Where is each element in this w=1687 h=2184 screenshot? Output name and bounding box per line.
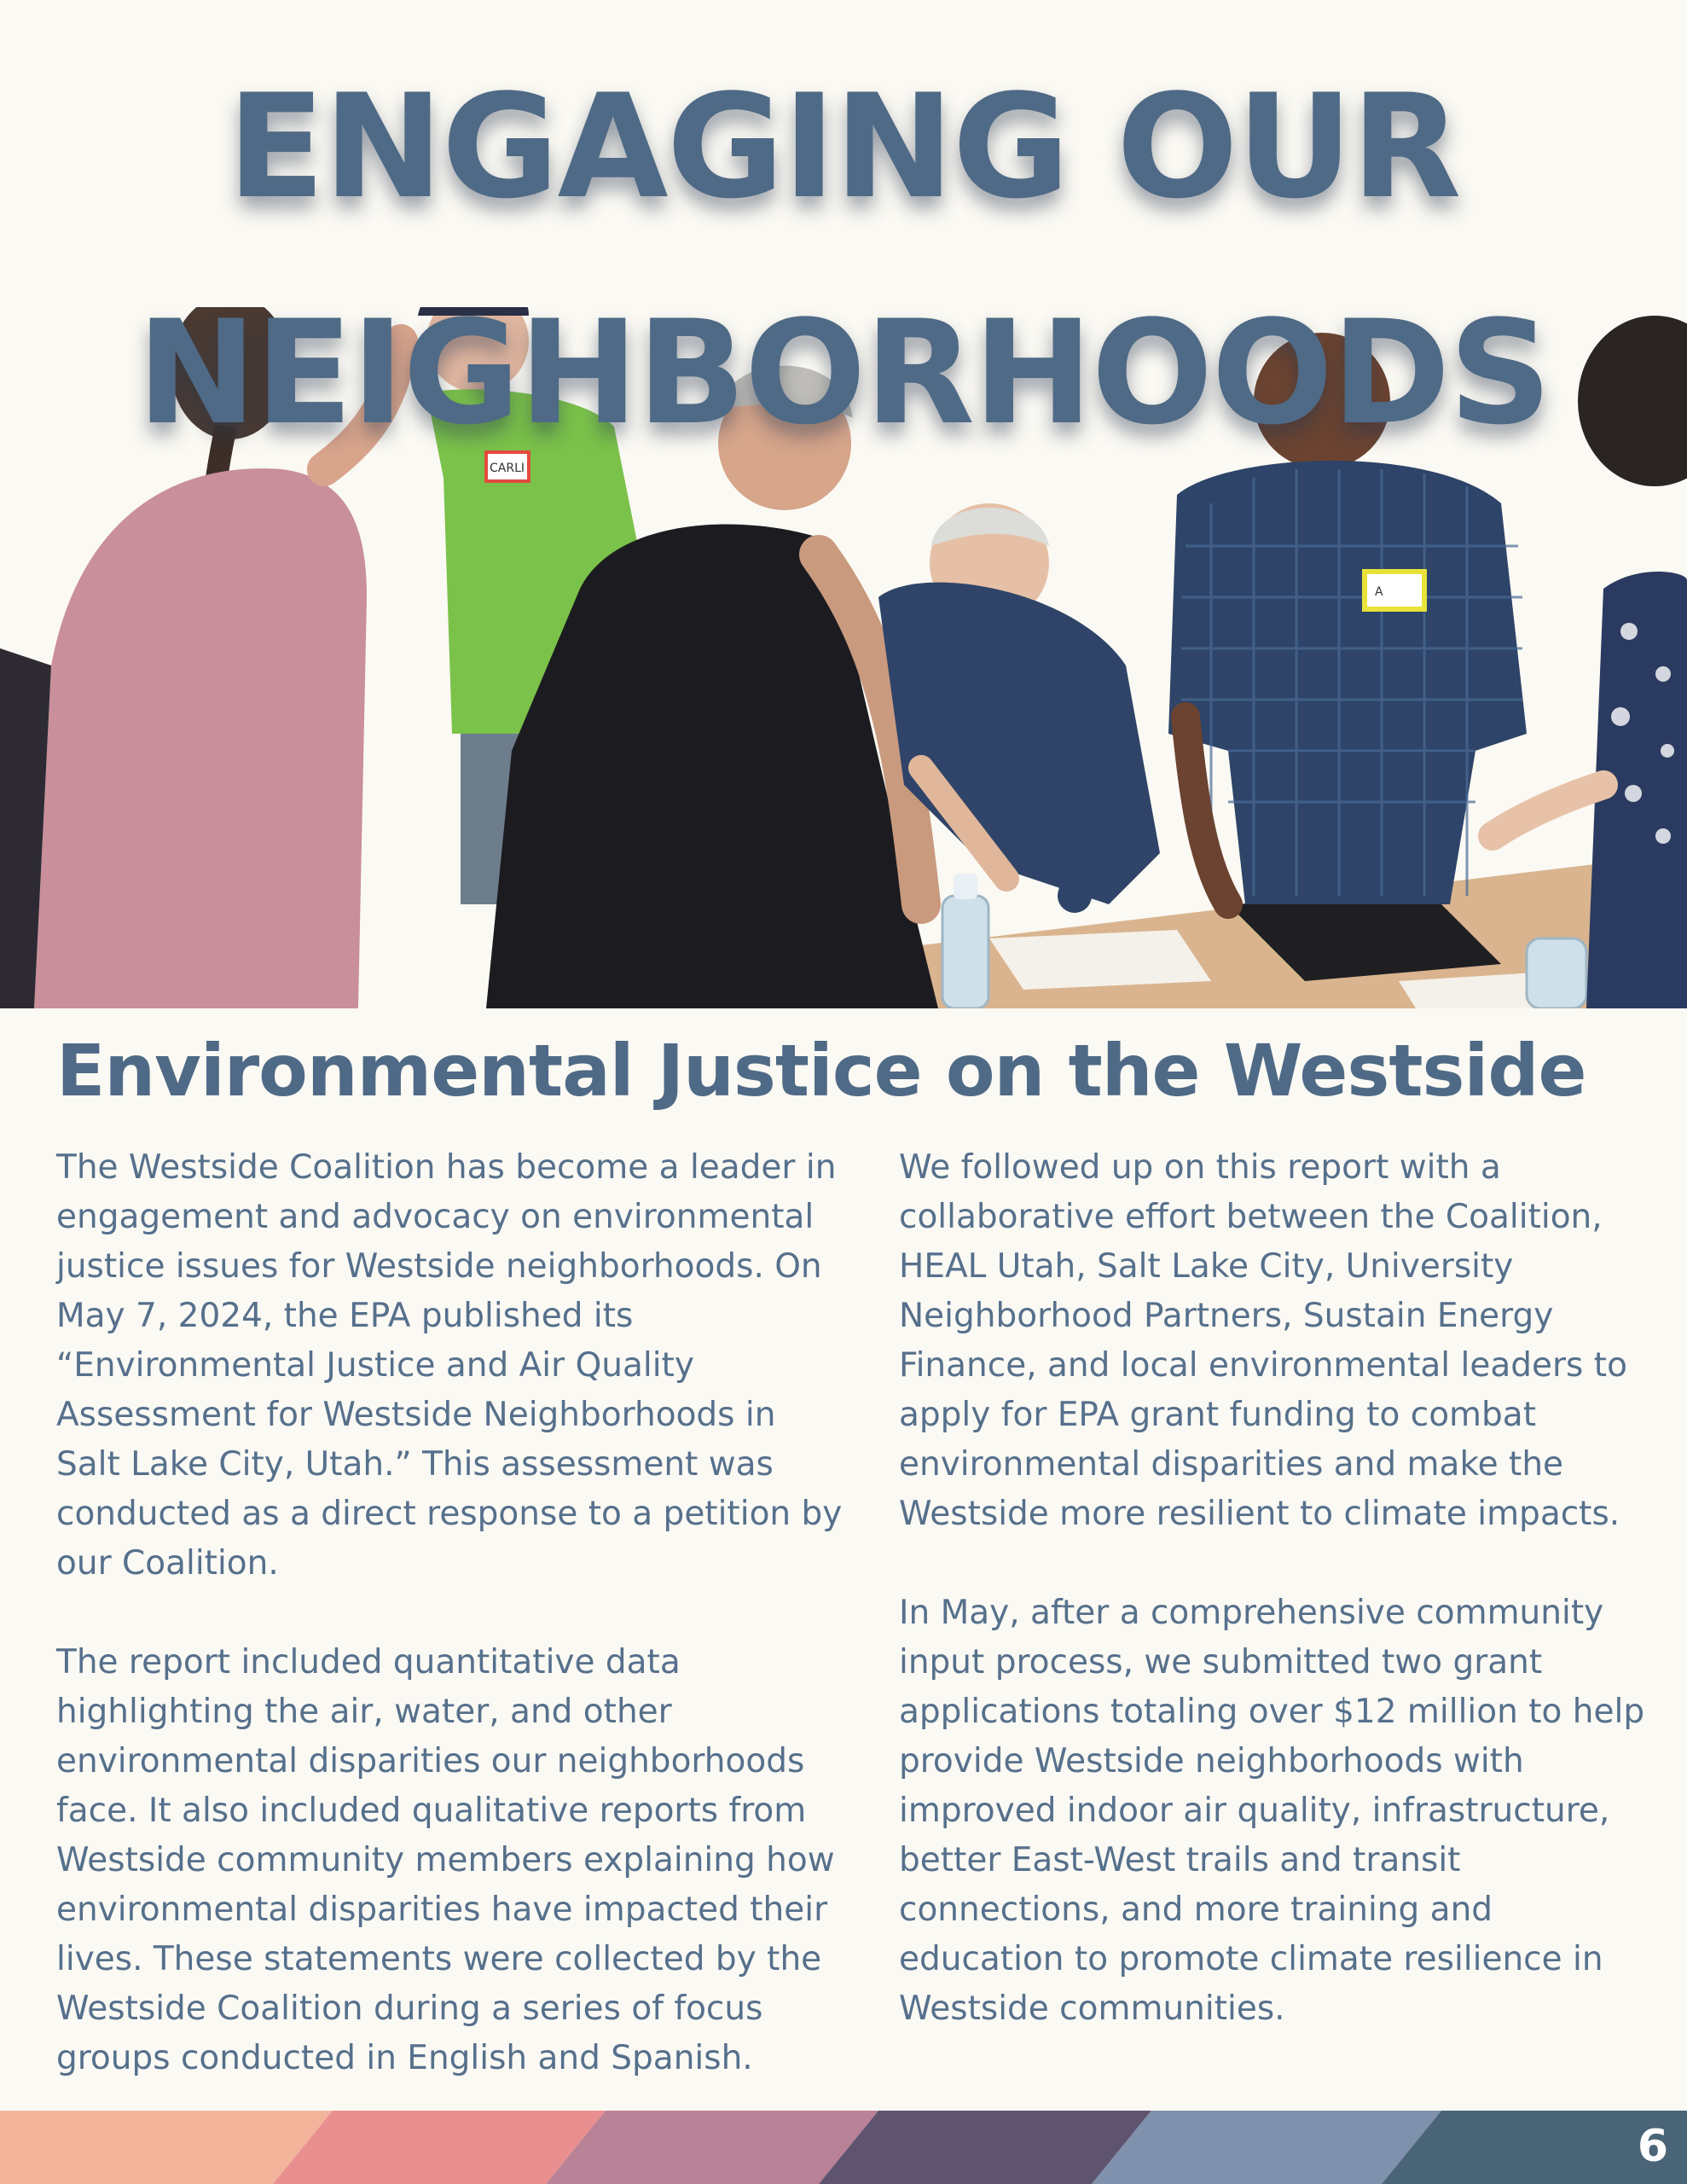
headline-line-2: NEIGHBORHOODS: [136, 289, 1551, 456]
band-segment: [1092, 2111, 1441, 2184]
paper-document: [989, 930, 1211, 990]
page-number: 6: [1637, 2121, 1668, 2172]
name-tag: [1365, 572, 1424, 609]
section-title: Environmental Justice on the Westside: [56, 1029, 1586, 1112]
paragraph: The Westside Coalition has become a leader in engagement and advocacy on environmental justice issues for Westside neighborhoods. On May 7, 2024, the EPA published its “Environmental Justice and Air Quality Assessment for Westside Neighborhoods in Salt Lake City, Utah.” This assessment was conducted as a direct response to a petition by our Coalition.: [56, 1148, 843, 1583]
name-tag-text: CARLI: [490, 462, 525, 475]
water-bottle: [1527, 938, 1586, 1008]
page-headline: [0, 34, 1687, 486]
person-plaid-shirt: [1168, 461, 1527, 904]
name-tag-text: A: [1375, 585, 1383, 599]
left-column: [56, 1143, 849, 2133]
right-column: [899, 1143, 1649, 2083]
footer-color-band: [0, 2111, 1687, 2184]
paragraph: The report included quantitative data highlighting the air, water, and other environmental disparities our neighborhoods face. It also included qualitative reports from Westside community members explaining how environmental disparities have impacted their lives. These statements were collected by the Westside Coalition during a series of focus groups conducted in English and Spanish.: [56, 1643, 835, 2077]
bottle-cap: [954, 874, 977, 899]
paragraph: In May, after a comprehensive community input process, we submitted two grant applications totaling over $12 million to help provide Westside neighborhoods with improved indoor air quality, infrastructure, better East-West trails and transit connections, and more training and education to promote climate resilience in Westside communities.: [899, 1594, 1645, 2028]
paragraph: We followed up on this report with a collaborative effort between the Coalition, HEAL Utah, Salt Lake City, University Neighborhood Partners, Sustain Energy Finance, and local environmental leaders to apply for EPA grant funding to combat environmental disparities and make the Westside more resilient to climate impacts.: [899, 1148, 1627, 1533]
headline-line-1: ENGAGING OUR: [227, 63, 1460, 230]
water-bottle: [942, 896, 988, 1008]
person-pink-shirt: [34, 468, 367, 1008]
